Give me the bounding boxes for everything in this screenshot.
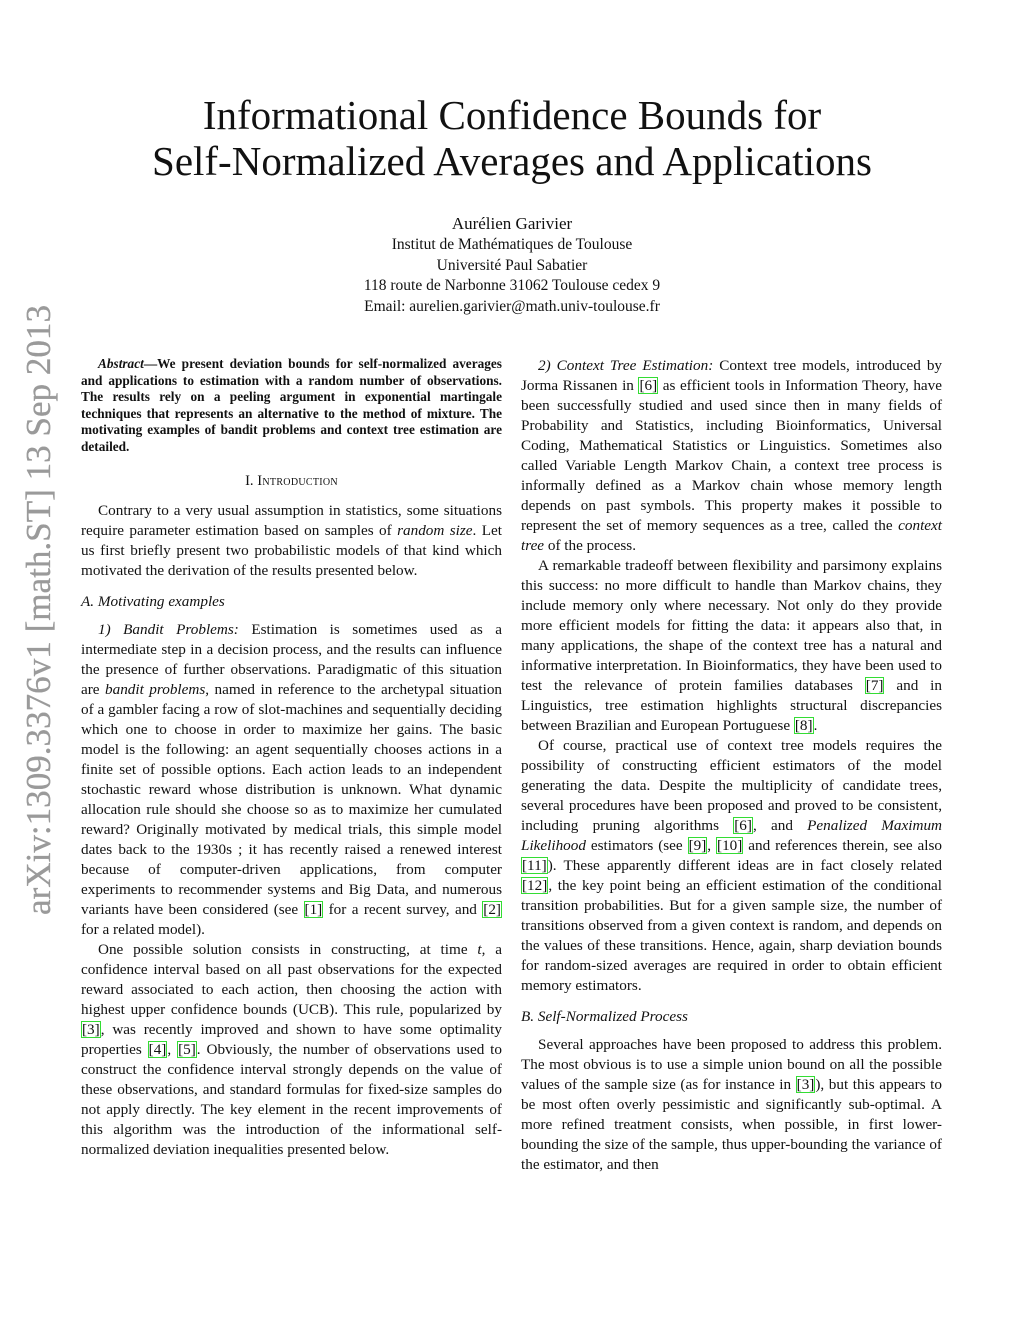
subsection-heading-b: B. Self-Normalized Process — [521, 1008, 688, 1025]
text-run: , was recently improved and shown to have some optimality properties — [81, 1020, 502, 1058]
text-run: Context tree models, introduced by Jorma Rissanen in — [521, 357, 943, 394]
author-affiliation-1: Institut de Mathématiques de Toulouse — [391, 236, 633, 253]
citation-link[interactable]: [12] — [522, 877, 548, 894]
citation-link[interactable]: [4] — [148, 1040, 167, 1058]
author-address: 118 route de Narbonne 31062 Toulouse cedex 9 — [363, 277, 661, 294]
citation-link[interactable]: [2] — [483, 900, 501, 918]
paper-title — [0, 92, 1024, 184]
citation-link[interactable]: [6] — [639, 377, 658, 394]
text-run: . — [813, 717, 818, 734]
intro-paragraph — [81, 501, 502, 581]
right-column — [521, 356, 942, 1175]
text-run: estimators (see — [585, 837, 688, 854]
arxiv-stamp — [12, 300, 64, 920]
citation-link[interactable]: [10] — [717, 837, 743, 854]
subsection-heading-a: A. Motivating examples — [81, 592, 225, 610]
text-run: , the key point being an efficient estimation of the conditional transition probabilities. But for a given sample size, the number of transitions observed from a given context is random, and depends on the values of these transitions. Hence, again, sharp deviation bounds for random-sized averages are required in order to obtain efficient memory estimators. — [521, 877, 942, 994]
text-run: of the process. — [544, 537, 637, 554]
title-line-2: Self-Normalized Averages and Applications — [152, 138, 872, 184]
section-heading-introduction — [81, 471, 502, 491]
emphasis: bandit problems — [105, 680, 206, 698]
citation-link[interactable]: [8] — [794, 717, 813, 734]
author-affiliation-2: Université Paul Sabatier — [436, 256, 588, 274]
abstract — [81, 356, 502, 456]
practical-paragraph — [521, 736, 942, 996]
section-title: Introduction — [257, 472, 338, 489]
text-run: A remarkable tradeoff between flexibility and parsimony explains this success: no more difficult to handle than Markov chains, they include memory only where necessary. Not only do they provide more efficient models for fitting the data: it appears also that, in many applications, the shape of the context tree has a natural and informative interpretation. In Bioinformatics, they have been used to test the relevance of protein families databases — [521, 557, 942, 694]
paragraph-heading: 1) Bandit Problems: — [98, 620, 239, 638]
section-number: I. — [245, 472, 258, 489]
text-run: , a confidence interval based on all past observations for the expected reward associated to each action, then choosing the action with highest upper confidence bounds (UCB). This rule, popularized by — [81, 940, 502, 1018]
text-run: , named in reference to the archetypal situation of a gambler facing a row of slot-machines and sequentially deciding which one to choose in order to maximize her gains. The basic model is the following: an agent sequentially chooses actions in a finite set of possible options. Each action leads to an independent stochastic reward whose distribution is unknown. What dynamic allocation rule should she choose so as to maximize her cumulated reward? Originally motivated by medical trials, this simple model dates back to the 1930s ; it has recently raised a renewed interest because of computer-driven applications, from computer experiments to recommender systems and Big Data, and numerous variants have been considered (see — [81, 680, 503, 918]
text-run: Of course, practical use of context tree models requires the possibility of constructing efficient estimators of the model generating the data. Despite the multiplicity of candidate trees, several procedures have been proposed and proved to be consistent, including pruning algorithms — [521, 737, 942, 834]
text-run: , — [707, 837, 717, 854]
text-run: ), but this appears to be most often overly pessimistic and significantly sub-optimal. A more refined treatment consists, when possible, in first lower-bounding the size of the sample, thus upper-bounding the variance of the estimator, and then — [521, 1076, 942, 1173]
text-run: , and — [752, 817, 808, 834]
left-column — [81, 356, 502, 1160]
text-run: Several approaches have been proposed to address this problem. The most obvious is to use a simple union bound on all the possible values of the sample size (as for instance in — [521, 1036, 942, 1093]
citation-link[interactable]: [3] — [82, 1020, 100, 1038]
bandit-paragraph — [81, 620, 502, 940]
abstract-label: Abstract — [98, 356, 144, 371]
text-run: as efficient tools in Information Theory, have been successfully studied and used since then in many fields of Probability and Statistics, including Bioinformatics, Universal Coding, Mathematical Statistics or Linguistics. Sometimes also called Variable Length Markov Chain, a context tree process is informally defined as a Markov chain whose memory length depends on past symbols. This property makes it possible to represent the set of memory sequences as a tree, called the — [521, 377, 942, 534]
text-run: ). These apparently different ideas are in fact closely related — [547, 857, 942, 874]
citation-link[interactable]: [11] — [522, 857, 547, 874]
citation-link[interactable]: [5] — [178, 1040, 196, 1058]
emphasis: context tree — [521, 517, 942, 554]
citation-link[interactable]: [3] — [796, 1076, 815, 1093]
text-run: for a related model). — [81, 920, 205, 938]
emphasis: Penalized Maximum Likelihood — [521, 817, 943, 854]
citation-link[interactable]: [7] — [865, 677, 884, 694]
text-run: and in Linguistics, tree estimation highlights structural discrepancies between Brazilian and European Portuguese — [521, 677, 942, 734]
paragraph-heading: 2) Context Tree Estimation: — [538, 357, 714, 374]
tradeoff-paragraph — [521, 556, 942, 736]
math-variable: t — [477, 940, 482, 958]
context-tree-paragraph — [521, 356, 942, 556]
citation-link[interactable]: [1] — [304, 900, 323, 918]
ucb-paragraph — [81, 940, 502, 1160]
text-run: . Obviously, the number of observations used to construct the confidence interval strongly depends on the value of these observations, and standard formulas for fixed-size samples do not apply directly. The key element in the recent improvements of this algorithm was the introduction of the informational self-normalized deviation inequalities presented below. — [81, 1040, 503, 1158]
text-run: Contrary to a very usual assumption in statistics, some situations require parameter estimation based on samples of — [81, 501, 502, 539]
emphasis: random size — [397, 521, 473, 539]
arxiv-identifier: arXiv:1309.3376v1 [math.ST] 13 Sep 2013 — [19, 306, 58, 915]
author-block — [0, 212, 1024, 317]
text-run: , — [167, 1040, 178, 1058]
text-run: Estimation is sometimes used as a intermediate step in a decision process, and the results can influence the presence of further observations. Paradigmatic of this situation are — [81, 620, 502, 698]
text-run: and references therein, see also — [743, 837, 942, 854]
abstract-text: —We present deviation bounds for self-normalized averages and applications to estimation with a random number of observations. The results rely on a peeling argument in exponential martingale techniques that represents an alternative to the method of mixture. The motivating examples of bandit problems and context tree estimation are detailed. — [81, 356, 502, 454]
arxiv-stamp-svg — [12, 300, 64, 920]
author-email: Email: aurelien.garivier@math.univ-toulouse.fr — [364, 297, 660, 315]
author-name: Aurélien Garivier — [451, 214, 573, 233]
text-run: for a recent survey, and — [323, 900, 483, 918]
self-normalized-paragraph — [521, 1035, 942, 1175]
citation-link[interactable]: [6] — [734, 817, 752, 834]
citation-link[interactable]: [9] — [688, 837, 707, 854]
text-run: . Let us first briefly present two probabilistic models of that kind which motivated the derivation of the results presented below. — [81, 521, 502, 579]
title-line-1: Informational Confidence Bounds for — [202, 92, 822, 138]
text-run: One possible solution consists in constructing, at time — [98, 940, 478, 958]
